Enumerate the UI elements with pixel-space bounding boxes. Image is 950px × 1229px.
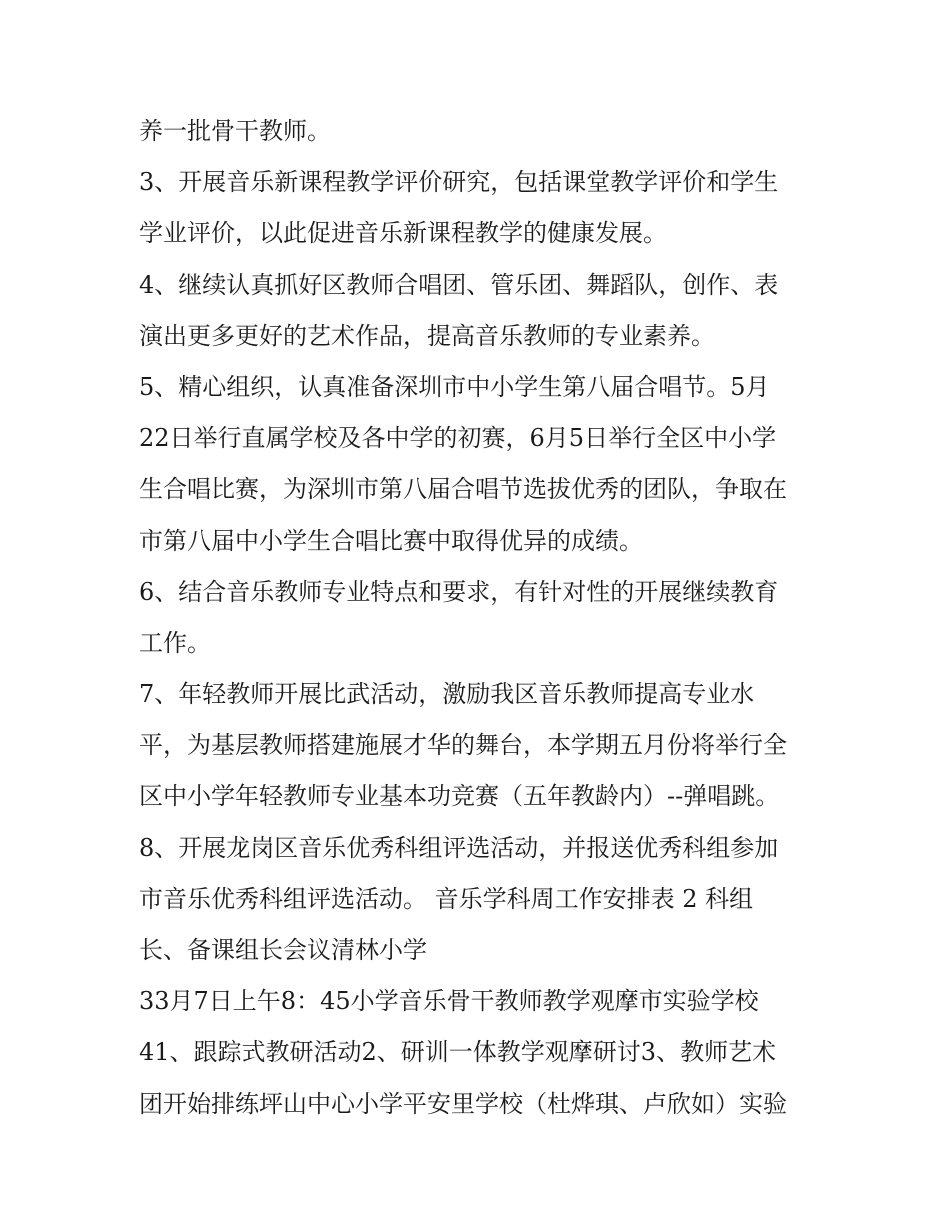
text-line: 8、开展龙岗区音乐优秀科组评选活动，并报送优秀科组参加 xyxy=(139,833,779,862)
text-line: 生合唱比赛，为深圳市第八届合唱节选拔优秀的团队，争取在 xyxy=(139,475,787,504)
document-body xyxy=(139,106,829,1130)
text-line: 5、精心组织，认真准备深圳市中小学生第八届合唱节。5月 xyxy=(139,372,770,401)
text-line: 演出更多更好的艺术作品，提高音乐教师的专业素养。 xyxy=(139,321,715,350)
text-line: 长、备课组长会议清林小学 xyxy=(139,936,427,964)
text-line: 22日举行直属学校及各中学的初赛，6月5日举行全区中小学 xyxy=(139,424,777,453)
text-line: 7、年轻教师开展比武活动，激励我区音乐教师提高专业水 xyxy=(139,680,755,709)
text-line: 区中小学年轻教师专业基本功竞赛（五年教龄内）--弹唱跳。 xyxy=(139,782,780,811)
text-line: 团开始排练坪山中心小学平安里学校（杜烨琪、卢欣如）实验 xyxy=(139,1089,787,1118)
text-line: 4、继续认真抓好区教师合唱团、管乐团、舞蹈队，创作、表 xyxy=(139,270,779,299)
text-line: 平，为基层教师搭建施展才华的舞台，本学期五月份将举行全 xyxy=(139,731,787,760)
text-line: 养一批骨干教师。 xyxy=(139,117,331,145)
text-line: 33月7日上午8：45小学音乐骨干教师教学观摩市实验学校 xyxy=(139,987,759,1016)
text-line: 6、结合音乐教师专业特点和要求，有针对性的开展继续教育 xyxy=(139,577,779,606)
text-line: 工作。 xyxy=(139,628,211,657)
text-line: 市第八届中小学生合唱比赛中取得优异的成绩。 xyxy=(139,526,643,555)
text-line: 市音乐优秀科组评选活动。 音乐学科周工作安排表 2 科组 xyxy=(139,884,754,913)
text-line: 41、跟踪式教研活动2、研训一体教学观摩研讨3、教师艺术 xyxy=(139,1038,777,1067)
text-line: 学业评价，以此促进音乐新课程教学的健康发展。 xyxy=(139,219,667,248)
text-line: 3、开展音乐新课程教学评价研究，包括课堂教学评价和学生 xyxy=(139,168,779,197)
